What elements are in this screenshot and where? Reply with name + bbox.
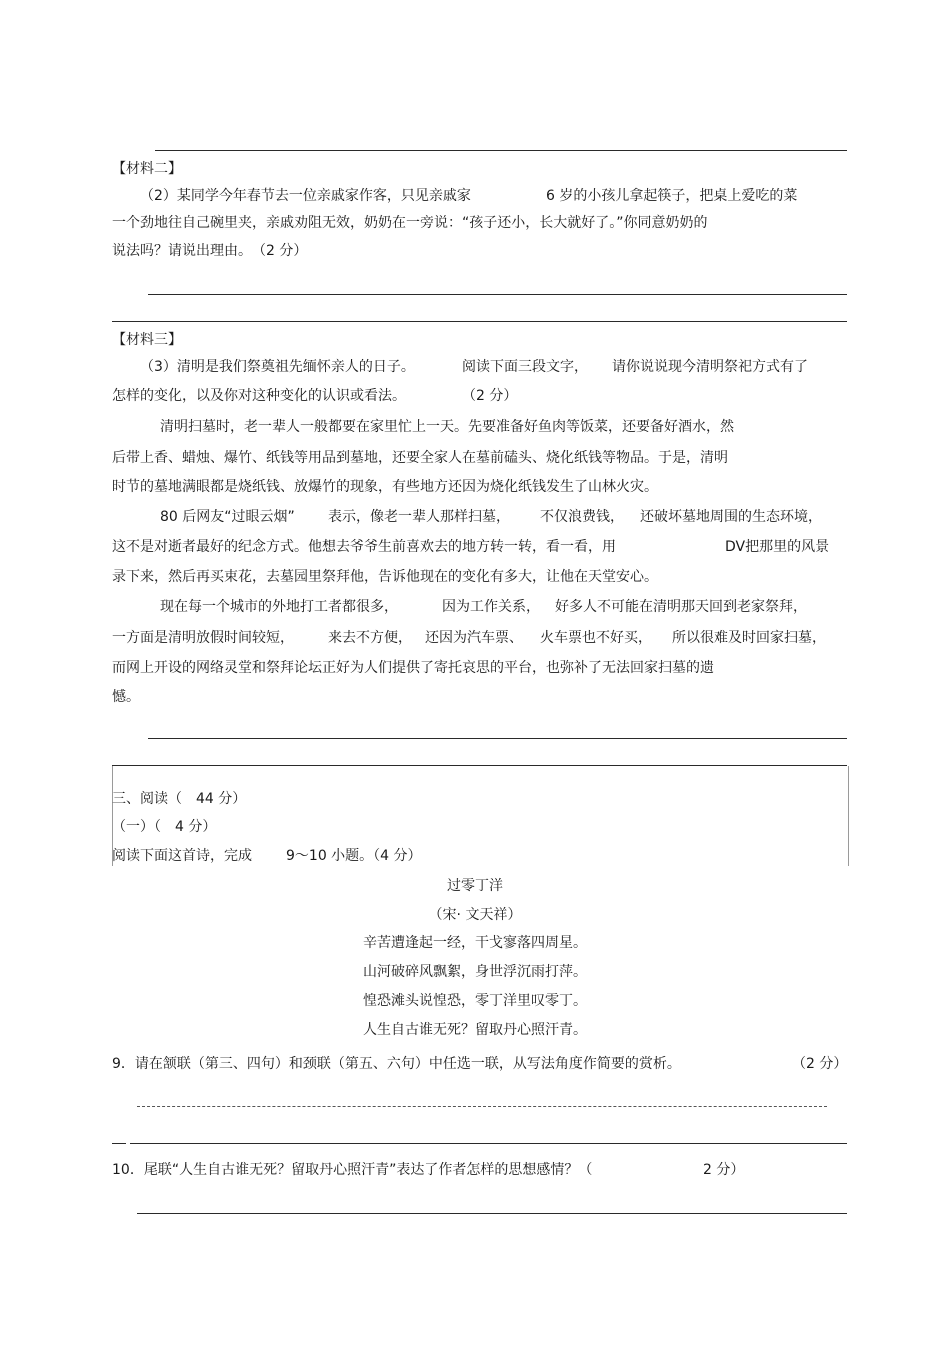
box-right-edge <box>848 766 849 866</box>
question-9-score: （2 分） <box>792 1056 848 1072</box>
q2-line2: 一个劲地往自己碗里夹，亲戚劝阻无效，奶奶在一旁说：“孩子还小，长大就好了。”你同意奶奶的 <box>112 215 708 231</box>
paragraph3-line2e: 所以很难及时回家扫墓， <box>672 630 826 646</box>
material2-heading: 【材料二】 <box>112 161 182 177</box>
poem-line-2: 山河破碎风飘絮，身世浮沉雨打萍。 <box>363 964 587 980</box>
answer-line-top <box>155 150 847 151</box>
paragraph3-line4: 憾。 <box>112 689 140 705</box>
reading-instruction-a: 阅读下面这首诗，完成 <box>112 848 252 864</box>
poem-line-4: 人生自古谁无死？留取丹心照汗青。 <box>363 1022 587 1038</box>
reading-instruction-b: 9～10 小题。（4 分） <box>286 848 422 864</box>
question-9: 9．请在颔联（第三、四句）和颈联（第五、六句）中任选一联，从写法角度作简要的赏析。 <box>112 1056 681 1072</box>
q9-answer-line-2 <box>130 1143 847 1144</box>
q2-line3: 说法吗？请说出理由。 （2 分） <box>112 243 308 259</box>
paragraph2-line1b: 表示，像老一辈人那样扫墓， <box>328 509 510 525</box>
poem-line-3: 惶恐滩头说惶恐，零丁洋里叹零丁。 <box>363 993 587 1009</box>
q2-line1a: （2）某同学今年春节去一位亲戚家作客，只见亲戚家 <box>140 188 471 204</box>
material3-heading: 【材料三】 <box>112 332 182 348</box>
poem-line-1: 辛苦遭逢起一经，干戈寥落四周星。 <box>363 935 587 951</box>
paragraph1-line1: 清明扫墓时，老一辈人一般都要在家里忙上一天。先要准备好鱼肉等饭菜，还要备好酒水，然 <box>160 419 734 435</box>
paragraph1-line3: 时节的墓地满眼都是烧纸钱、放爆竹的现象，有些地方还因为烧化纸钱发生了山林火灾。 <box>112 479 658 495</box>
paragraph3-line1b: 因为工作关系， <box>442 599 540 615</box>
q3-line2a: 怎样的变化，以及你对这种变化的认识或看法。 <box>112 388 406 404</box>
q3-answer-line-2 <box>112 765 847 766</box>
q3-line1a: （3）清明是我们祭奠祖先缅怀亲人的日子。 <box>140 359 415 375</box>
q3-answer-line-1 <box>148 738 847 739</box>
poem-title: 过零丁洋 <box>447 878 503 894</box>
paragraph3-line2d: 火车票也不好买， <box>540 630 652 646</box>
q9-answer-line-1 <box>137 1106 827 1107</box>
paragraph2-line1a: 80 后网友“过眼云烟” <box>160 509 295 525</box>
paragraph3-line2c: 还因为汽车票、 <box>425 630 523 646</box>
q10-answer-line <box>137 1213 847 1214</box>
paragraph3-line2a: 一方面是清明放假时间较短， <box>112 630 294 646</box>
paragraph3-line2b: 来去不方便， <box>328 630 412 646</box>
paragraph3-line1c: 好多人不可能在清明那天回到老家祭拜， <box>555 599 807 615</box>
q3-line2b: （2 分） <box>462 388 518 404</box>
q2-answer-line-2 <box>112 321 847 322</box>
q2-answer-line-1 <box>148 294 847 295</box>
paragraph2-line3: 录下来，然后再买束花，去墓园里祭拜他，告诉他现在的变化有多大，让他在天堂安心。 <box>112 569 658 585</box>
poem-author: （宋· 文天祥） <box>428 907 522 923</box>
reading-sub-title: （一）（ 4 分） <box>112 819 217 835</box>
paragraph3-line3: 而网上开设的网络灵堂和祭拜论坛正好为人们提供了寄托哀思的平台，也弥补了无法回家扫墓的遗 <box>112 660 714 676</box>
q3-line1c: 请你说说现今清明祭祀方式有了 <box>612 359 808 375</box>
paragraph2-line2b: DV把那里的风景 <box>725 539 830 555</box>
q9-answer-line-2-short <box>112 1143 126 1144</box>
question-10: 10．尾联“人生自古谁无死？留取丹心照汗青”表达了作者怎样的思想感情？（ <box>112 1162 593 1178</box>
paragraph1-line2: 后带上香、蜡烛、爆竹、纸钱等用品到墓地，还要全家人在墓前磕头、烧化纸钱等物品。于是，清明 <box>112 450 728 466</box>
q3-line1b: 阅读下面三段文字， <box>462 359 588 375</box>
q2-line1b: 6 岁的小孩儿拿起筷子，把桌上爱吃的菜 <box>546 188 798 204</box>
paragraph2-line1d: 还破坏墓地周围的生态环境， <box>640 509 822 525</box>
paragraph2-line2a: 这不是对逝者最好的纪念方式。他想去爷爷生前喜欢去的地方转一转，看一看，用 <box>112 539 616 555</box>
question-10-score: 2 分） <box>703 1162 745 1178</box>
reading-section-title: 三、阅读（ 44 分） <box>112 791 247 807</box>
paragraph2-line1c: 不仅浪费钱， <box>540 509 624 525</box>
paragraph3-line1a: 现在每一个城市的外地打工者都很多， <box>160 599 398 615</box>
